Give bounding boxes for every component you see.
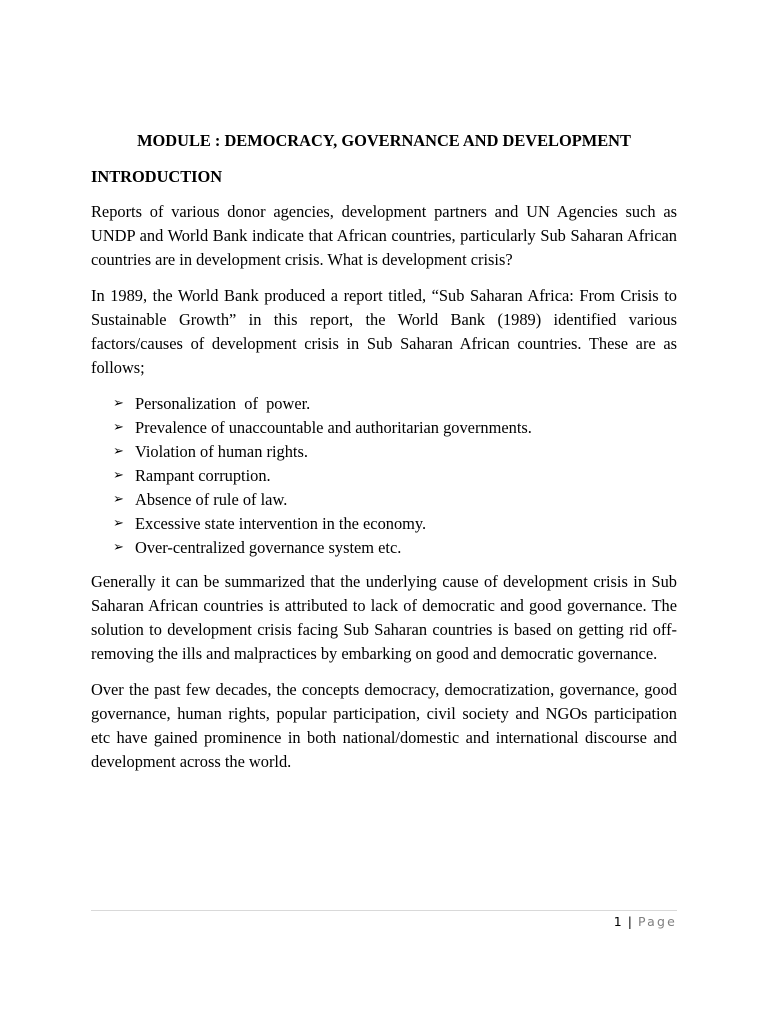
page-separator: | [627, 914, 632, 929]
list-item [91, 464, 677, 488]
list-item [91, 392, 677, 416]
list-item-text: Excessive state intervention in the economy. [135, 514, 427, 533]
list-item-text: Rampant corruption. [135, 466, 271, 485]
arrow-bullet-icon: ➢ [113, 396, 124, 411]
arrow-bullet-icon: ➢ [113, 468, 124, 483]
page-number: 1 [613, 914, 622, 929]
list-item-text: Absence of rule of law. [135, 490, 288, 509]
list-item [91, 440, 677, 464]
list-item-text: Prevalence of unaccountable and authoritarian governments. [135, 418, 532, 437]
list-item-text: Personalization of power. [135, 394, 311, 413]
module-title: MODULE : DEMOCRACY, GOVERNANCE AND DEVELOPMENT [137, 131, 631, 150]
list-item-text: Violation of human rights. [135, 442, 308, 461]
list-item-text: Over-centralized governance system etc. [135, 538, 402, 557]
paragraph: In 1989, the World Bank produced a report titled, “Sub Saharan Africa: From Crisis to Sustainable Growth” in this report, the World Bank (1989) identified various factors/causes of development crisis in Sub Saharan African countries. These are as follows; [91, 286, 677, 377]
list-item [91, 536, 677, 560]
causes-list [91, 392, 677, 560]
arrow-bullet-icon: ➢ [113, 492, 124, 507]
arrow-bullet-icon: ➢ [113, 540, 124, 555]
page-footer [91, 910, 677, 931]
introduction-heading: INTRODUCTION [91, 167, 223, 186]
page-label: Page [637, 914, 677, 929]
list-item [91, 416, 677, 440]
page-content [91, 130, 677, 786]
paragraph: Over the past few decades, the concepts democracy, democratization, governance, good governance, human rights, popular participation, civil society and NGOs participation etc have gained prominence in both national/domestic and international discourse and development across the world. [91, 680, 677, 771]
paragraph: Reports of various donor agencies, development partners and UN Agencies such as UNDP and World Bank indicate that African countries, particularly Sub Saharan African countries are in development crisis. What is development crisis? [91, 202, 677, 269]
list-item [91, 512, 677, 536]
arrow-bullet-icon: ➢ [113, 420, 124, 435]
paragraph: Generally it can be summarized that the underlying cause of development crisis in Sub Saharan African countries is attributed to lack of democratic and good governance. The solution to development crisis facing Sub Saharan countries is based on getting rid off-removing the ills and malpractices by embarking on good and democratic governance. [91, 572, 677, 663]
arrow-bullet-icon: ➢ [113, 516, 124, 531]
list-item [91, 488, 677, 512]
arrow-bullet-icon: ➢ [113, 444, 124, 459]
